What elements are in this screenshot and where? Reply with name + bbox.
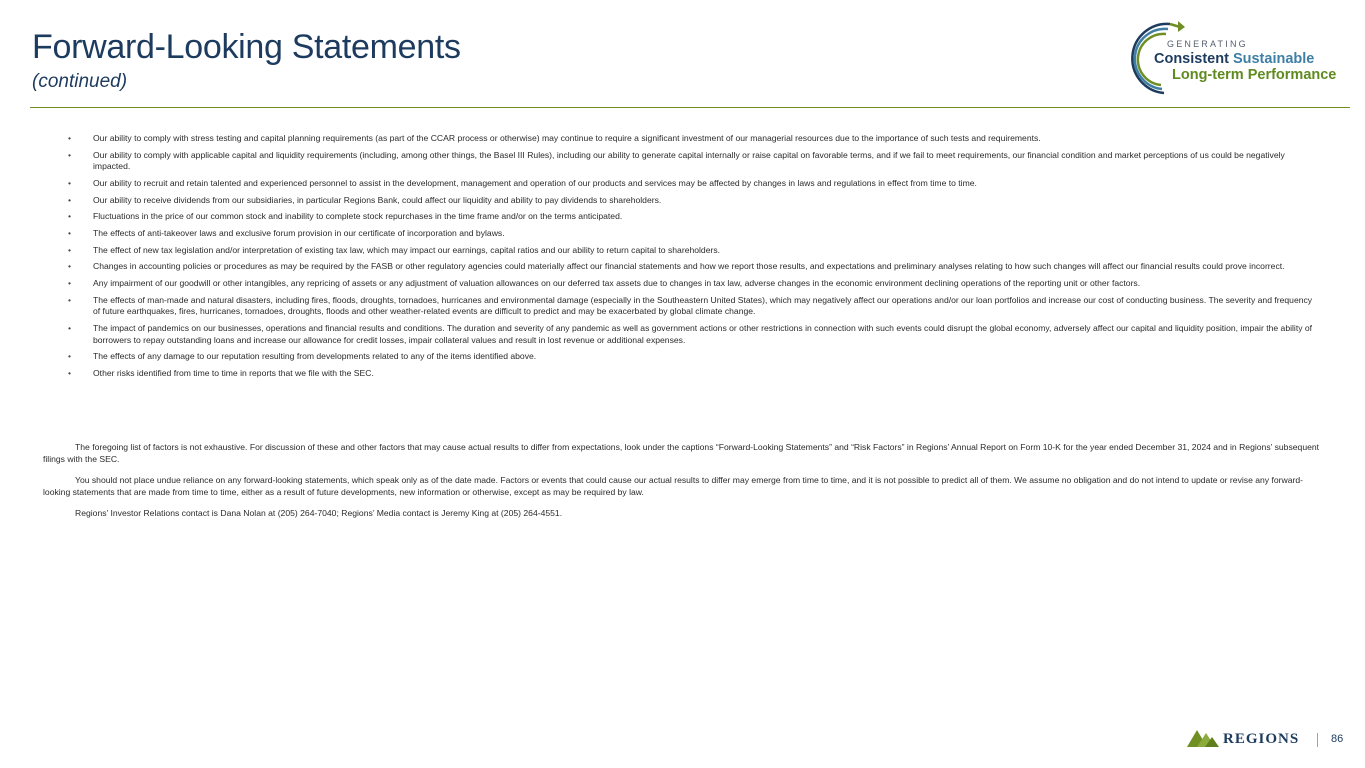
paragraph-undue-reliance: You should not place undue reliance on any forward-looking statements, which speak only as of the date made. Factors or events that could cause our actual results to differ may emerge from time to time, and it is not possible to predict all of them. We assume no obligation and do not intend to update or revise any forward-looking statements that are made from time to time, either as a result of future developments, new information or otherwise, except as may be required by law. (43, 475, 1303, 497)
list-item-text: Changes in accounting policies or procedures as may be required by the FASB or other regulatory agencies could materially affect our financial statements and how we report those results, and expectations and preliminary analyses relating to how such changes will affect our financial results could prove incorrect. (93, 261, 1285, 272)
paragraph-contacts: Regions’ Investor Relations contact is Dana Nolan at (205) 264-7040; Regions’ Media contact is Jeremy King at (205) 264-4551. (75, 508, 563, 519)
generating-badge (1128, 20, 1350, 100)
risk-factor-list (64, 133, 1320, 385)
list-item-text: The effects of man-made and natural disasters, including fires, floods, droughts, tornadoes, hurricanes and environmental damage (especially in the Southeastern United States), which may negatively affect our operations and/or our loan portfolios and increase our cost of conducting business. The severity and frequency of future earthquakes, fires, hurricanes, tornadoes, droughts, floods and other weather-related events are difficult to predict and may be exacerbated by global climate change. (93, 294, 1313, 317)
list-item-text: Fluctuations in the price of our common stock and inability to complete stock repurchases in the time frame and/or on the terms anticipated. (93, 211, 623, 222)
list-item (64, 261, 1320, 273)
list-item (64, 351, 1320, 363)
list-item-text: Our ability to comply with applicable capital and liquidity requirements (including, among other things, the Basel III Rules), including our ability to generate capital internally or raise capital on favorable terms, and if we fail to meet requirements, our financial condition and market perceptions of us could be negatively impacted. (93, 149, 1285, 172)
disclaimer-paragraphs (43, 442, 1326, 530)
bullet-icon: • (68, 261, 72, 272)
regions-pyramid-icon (1187, 727, 1221, 749)
list-item (64, 278, 1320, 290)
list-item (64, 323, 1320, 346)
list-item-text: The impact of pandemics on our businesses, operations and financial results and conditions. The duration and severity of any pandemic as well as government actions or other restrictions in connection with such events could disrupt the global economy, adversely affect our capital and liquidity position, impair the ability of borrowers to repay outstanding loans and increase our allowance for credit losses, impair collateral values and result in lost revenue or additional expenses. (93, 323, 1313, 345)
page-number: 86 (1331, 733, 1344, 745)
list-item-text: The effect of new tax legislation and/or interpretation of existing tax law, which may impact our earnings, capital ratios and our ability to return capital to shareholders. (93, 244, 721, 255)
badge-line-1 (1154, 51, 1314, 67)
bullet-icon: • (68, 177, 72, 188)
bullet-icon: • (68, 278, 72, 289)
list-item (64, 211, 1320, 223)
badge-performance-text: Long-term Performance (1172, 67, 1337, 83)
list-item (64, 150, 1320, 173)
bullet-icon: • (68, 368, 72, 379)
list-item-text: Our ability to receive dividends from our subsidiaries, in particular Regions Bank, could affect our liquidity and ability to pay dividends to shareholders. (93, 194, 662, 205)
badge-consistent-text: Consistent (1154, 51, 1229, 67)
bullet-icon: • (68, 323, 72, 334)
badge-generating-text: GENERATING (1167, 39, 1248, 49)
bullet-icon: • (68, 211, 72, 222)
list-item-text: The effects of any damage to our reputation resulting from developments related to any of the items identified above. (93, 351, 537, 362)
list-item (64, 368, 1320, 380)
footer-divider (1317, 733, 1318, 747)
list-item (64, 133, 1320, 145)
badge-sustainable-text: Sustainable (1232, 51, 1315, 67)
bullet-icon: • (68, 244, 72, 255)
list-item-text: The effects of anti-takeover laws and exclusive forum provision in our certificate of incorporation and bylaws. (93, 228, 505, 239)
list-item-text: Any impairment of our goodwill or other intangibles, any repricing of assets or any adjustment of valuation allowances on our deferred tax assets due to changes in tax law, adverse changes in the economic environment declining operations of the reporting unit or other factors. (93, 278, 1141, 289)
list-item (64, 178, 1320, 190)
regions-wordmark: REGIONS (1223, 731, 1300, 747)
page-subtitle: (continued) (32, 71, 128, 92)
bullet-icon: • (68, 149, 72, 160)
regions-logo (1187, 727, 1307, 749)
bullet-icon: • (68, 294, 72, 305)
list-item-text: Our ability to recruit and retain talented and experienced personnel to assist in the development, management and operation of our products and services may be affected by changes in laws and regulations in effect from time to time. (93, 177, 977, 188)
bullet-icon: • (68, 351, 72, 362)
list-item-text: Other risks identified from time to time in reports that we file with the SEC. (93, 368, 374, 379)
list-item (64, 228, 1320, 240)
header-divider (30, 107, 1350, 108)
list-item-text: Our ability to comply with stress testing and capital planning requirements (as part of the CCAR process or otherwise) may continue to require a significant investment of our managerial resources due to the importance of such tests and requirements. (93, 133, 1041, 143)
bullet-icon: • (68, 133, 72, 143)
bullet-icon: • (68, 194, 72, 205)
list-item (64, 195, 1320, 207)
list-item (64, 245, 1320, 257)
bullet-icon: • (68, 228, 72, 239)
list-item (64, 295, 1320, 318)
paragraph-factors-not-exhaustive: The foregoing list of factors is not exhaustive. For discussion of these and other factors that may cause actual results to differ from expectations, look under the captions “Forward-Looking Statements” and “Risk Factors” in Regions’ Annual Report on Form 10-K for the year ended December 31, 2024 and in Regions’ subsequent filings with the SEC. (43, 442, 1320, 464)
page-title: Forward-Looking Statements (32, 28, 461, 66)
